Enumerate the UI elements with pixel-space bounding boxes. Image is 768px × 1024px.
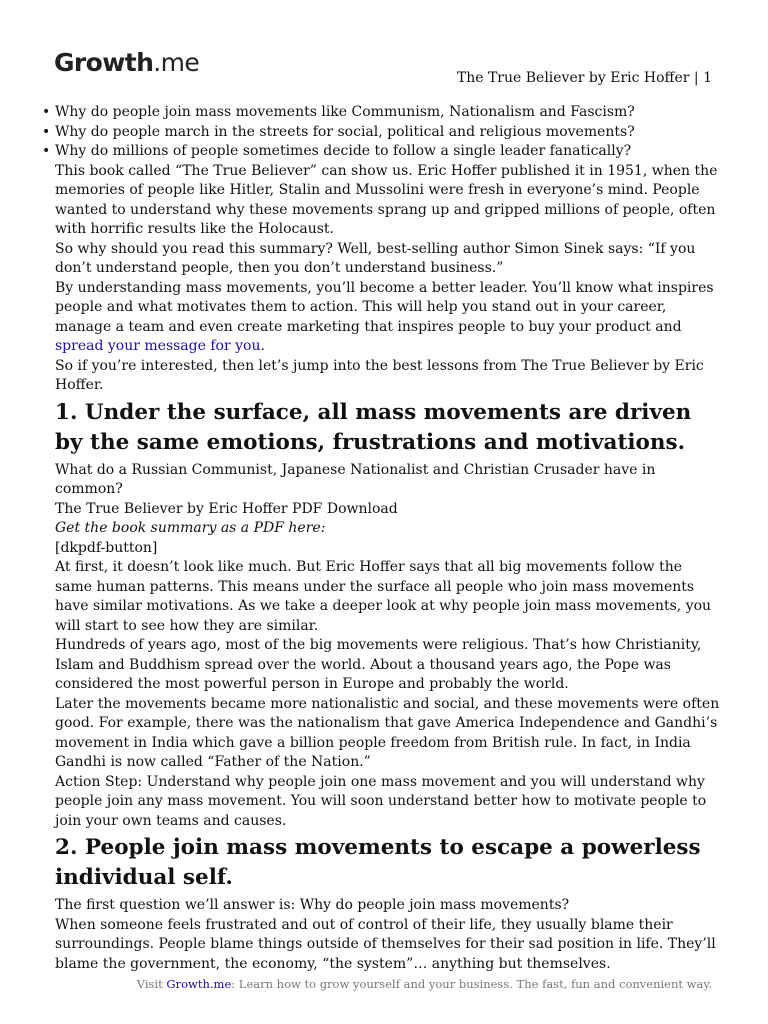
footer-suffix: : Learn how to grow yourself and your business. The fast, fun and convenient way. <box>231 977 712 991</box>
question-list <box>55 103 720 162</box>
page-footer <box>0 977 712 991</box>
body-paragraph: The first question we’ll answer is: Why do people join mass movements? <box>55 897 570 913</box>
intro-paragraph-text: By understanding mass movements, you’ll become a better leader. You’ll know what inspires people and what motivates them to action. This will help you stand out in your career, manage a team and even create marketing that inspires people to buy your product and <box>55 279 714 335</box>
action-step-paragraph: Action Step: Understand why people join one mass movement and you will understand why people join any mass movement. You will soon understand better how to motivate people to join your own teams and causes. <box>55 773 707 829</box>
intro-paragraph-end: . <box>260 338 265 354</box>
list-item: • Why do millions of people sometimes decide to follow a single leader fanatically? <box>55 142 720 162</box>
section-heading-1: 1. Under the surface, all mass movements are driven by the same emotions, frustrations and motivations. <box>55 399 692 455</box>
pdf-button-shortcode: [dkpdf-button] <box>55 539 158 556</box>
intro-paragraph: So if you’re interested, then let’s jump into the best lessons from The True Believer by Eric Hoffer. <box>55 357 704 393</box>
logo-light-text: .me <box>153 48 200 77</box>
body-paragraph: Later the movements became more nationalistic and social, and these movements were often good. For example, there was the nationalism that gave America Independence and Gandhi’s movement in India which gave a billion people freedom from British rule. In fact, in India Gandhi is now called “Father of the Nation.” <box>55 695 720 770</box>
body-paragraph: At first, it doesn’t look like much. But Eric Hoffer says that all big movements follow the same human patterns. This means under the surface all people who join mass movements have similar motivations. As we take a deeper look at why people join mass movements, you will start to see how they are similar. <box>55 559 712 634</box>
intro-paragraph: This book called “The True Believer” can show us. Eric Hoffer published it in 1951, when the memories of people like Hitler, Stalin and Mussolini were fresh in everyone’s mind. People wanted to understand why these movements sprang up and gripped millions of people, often with horrific results like the Holocaust. <box>55 162 718 237</box>
pdf-download-title: The True Believer by Eric Hoffer PDF Download <box>55 500 398 517</box>
list-item: • Why do people march in the streets for social, political and religious movements? <box>55 123 720 143</box>
body-paragraph: What do a Russian Communist, Japanese Nationalist and Christian Crusader have in common? <box>55 461 656 497</box>
footer-growth-me-link[interactable]: Growth.me <box>166 977 232 991</box>
growth-me-logo[interactable] <box>54 48 199 77</box>
intro-paragraph: So why should you read this summary? Well, best-selling author Simon Sinek says: “If you don’t understand people, then you don’t understand business.” <box>55 240 696 276</box>
list-item: • Why do people join mass movements like Communism, Nationalism and Fascism? <box>55 103 720 123</box>
spread-message-link[interactable]: spread your message for you <box>55 338 261 354</box>
logo-bold-text: Growth <box>54 48 154 77</box>
pdf-prompt-text: Get the book summary as a PDF here: <box>55 520 326 536</box>
footer-prefix: Visit <box>136 977 167 991</box>
running-header-title: The True Believer by Eric Hoffer | 1 <box>456 70 712 86</box>
intro-paragraph <box>55 279 720 357</box>
article-body <box>55 103 720 974</box>
body-paragraph: Hundreds of years ago, most of the big movements were religious. That’s how Christianity, Islam and Buddhism spread over the world. About a thousand years ago, the Pope was considered the most powerful person in Europe and probably the world. <box>55 637 702 692</box>
pdf-prompt <box>55 519 720 539</box>
section-heading-2: 2. People join mass movements to escape a powerless individual self. <box>55 835 701 890</box>
body-paragraph: When someone feels frustrated and out of control of their life, they usually blame their surroundings. People blame things outside of themselves for their sad position in life. They’ll blame the government, the economy, “the system”… anything but themselves. <box>55 916 716 972</box>
